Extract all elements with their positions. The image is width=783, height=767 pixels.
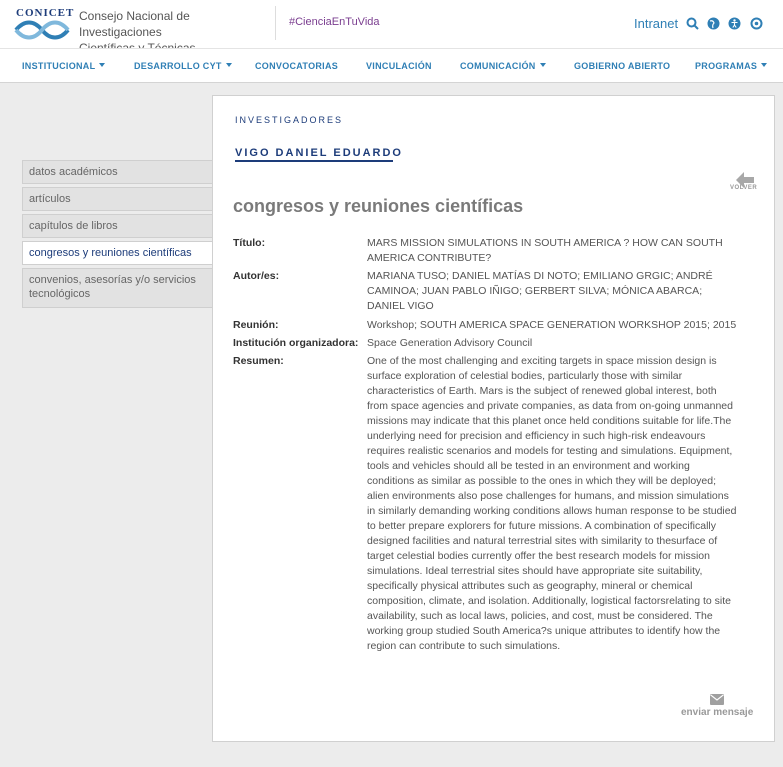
top-header [0, 0, 783, 48]
hashtag-link[interactable]: #CienciaEnTuVida [289, 16, 380, 28]
search-icon[interactable] [686, 17, 699, 30]
person-name-underline [235, 160, 393, 162]
autores-value: MARIANA TUSO; DANIEL MATÍAS DI NOTO; EMILIANO GRGIC; ANDRÉ CAMINOA; JUAN PABLO IÑIGO; GERBERT SILVA; MÓNICA ABARCA; DANIEL VIGO [367, 270, 713, 312]
nav-item-gobierno-abierto[interactable] [574, 61, 670, 71]
caret-down-icon [540, 63, 546, 67]
nav-item-convocatorias[interactable] [255, 61, 338, 71]
intranet-link[interactable]: Intranet [634, 16, 679, 31]
nav-label: DESARROLLO CYT [134, 61, 222, 71]
breadcrumb[interactable]: INVESTIGADORES [235, 115, 344, 125]
send-message-link[interactable]: enviar mensaje [681, 707, 754, 718]
section-title: congresos y reuniones científicas [233, 196, 524, 216]
nav-item-vinculacion[interactable] [366, 61, 432, 71]
header-divider [275, 6, 276, 40]
titulo-label: Título: [233, 237, 266, 249]
main-nav [0, 48, 783, 83]
nav-item-programas[interactable] [695, 61, 767, 71]
caret-down-icon [99, 63, 105, 67]
nav-label: INSTITUCIONAL [22, 61, 96, 71]
autores-label: Autor/es: [233, 270, 280, 282]
back-arrow-icon[interactable] [730, 168, 758, 196]
person-name: VIGO DANIEL EDUARDO [235, 147, 403, 159]
sidebar-item-articulos[interactable]: artículos [22, 187, 213, 211]
caret-down-icon [226, 63, 232, 67]
globe-icon[interactable] [707, 17, 720, 30]
content-card [212, 95, 775, 742]
sidebar-item-convenios[interactable]: convenios, asesorías y/o servicios tecnológicos [22, 268, 213, 308]
nav-label: VINCULACIÓN [366, 61, 432, 71]
sidebar-item-capitulos-de-libros[interactable]: capítulos de libros [22, 214, 213, 238]
resumen-label: Resumen: [233, 355, 284, 367]
institucion-label: Institución organizadora: [233, 337, 359, 349]
sidebar-item-datos-academicos[interactable]: datos académicos [22, 160, 213, 184]
nav-label: CONVOCATORIAS [255, 61, 339, 71]
conicet-logo-icon[interactable] [14, 20, 70, 40]
reunion-label: Reunión: [233, 319, 279, 331]
back-label[interactable]: VOLVER [730, 185, 758, 191]
caret-down-icon [761, 63, 767, 67]
nav-label: GOBIERNO ABIERTO [574, 61, 671, 71]
logo-text[interactable]: CONICET [16, 7, 75, 19]
nav-label: COMUNICACIÓN [460, 61, 536, 71]
sidebar-item-congresos[interactable]: congresos y reuniones científicas [22, 241, 213, 265]
accessibility-icon[interactable] [728, 17, 741, 30]
institucion-value: Space Generation Advisory Council [367, 337, 533, 349]
nav-item-comunicacion[interactable] [460, 61, 546, 71]
nav-item-institucional[interactable] [22, 61, 105, 71]
reunion-value: Workshop; SOUTH AMERICA SPACE GENERATION WORKSHOP 2015; 2015 [367, 319, 737, 331]
nav-label: PROGRAMAS [695, 61, 758, 71]
settings-icon[interactable] [750, 17, 763, 30]
resumen-value: One of the most challenging and exciting targets in space mission design is surface exploration of celestial bodies, particularly those with similar characteristics of Earth. Mars is the subject of renewed global interest, both from space agencies and private companies, as data from on-going unmanned missions may indicate that this planet once held conditions suitable for life.The underlying need for precision and efficiency in such high-risk endeavours requires realistic scenarios and models for testing and simulations. Equipment, tools and vehicles should all be tested in an environment and working conditions as similar as possible to the ones in which they will be deployed; alien environments also pose challenges for humans, and mission simulations in similarly demanding working conditions allows human response to be studied to better prepare explorers for future missions. A combination of specifically designed facilities and natural terrestrial sites with similarity to thesurface of target celestial bodies currently offer the best research models for mission simulations. Ideal terrestrial sites should have appropriate site suitability, specifically physical attributes such as geography, mineral or chemical composition, climate, and isolation. Additionally, logistical factorsrelating to site availability, such as local laws, policies, and cost, must be considered. The working group studied South America?s unique attributes to identify how the region can contribute to such simulations. [367, 355, 737, 652]
envelope-icon[interactable] [710, 694, 724, 705]
titulo-value: MARS MISSION SIMULATIONS IN SOUTH AMERICA ? HOW CAN SOUTH AMERICA CONTRIBUTE? [367, 237, 723, 264]
org-name-line1: Consejo Nacional de Investigaciones [79, 9, 190, 39]
nav-item-desarrollo-cyt[interactable] [134, 61, 232, 71]
